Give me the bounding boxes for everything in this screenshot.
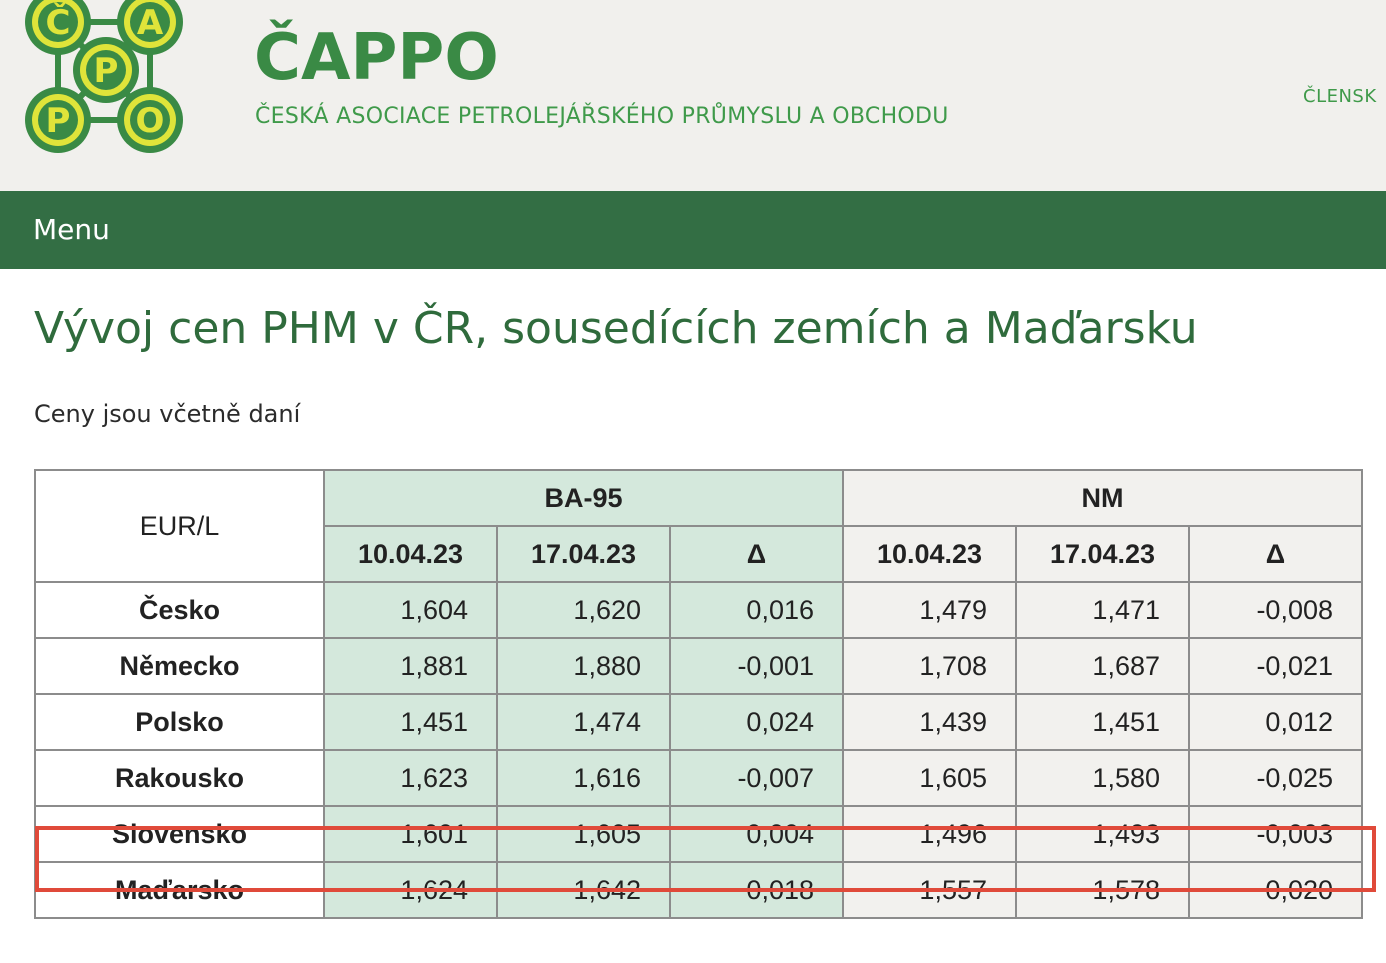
table-row	[35, 638, 1362, 694]
table-cell: 1,493	[1016, 806, 1189, 862]
fuel-price-table	[34, 469, 1363, 919]
country-cell: Německo	[35, 638, 324, 694]
country-cell: Slovensko	[35, 806, 324, 862]
table-cell: 0,016	[670, 582, 843, 638]
table-cell: 0,018	[670, 862, 843, 918]
table-row	[35, 750, 1362, 806]
column-header: 17.04.23	[497, 526, 670, 582]
table-cell: 1,624	[324, 862, 497, 918]
table-cell: 1,474	[497, 694, 670, 750]
logo-letter-p: P	[45, 101, 71, 141]
price-note: Ceny jsou včetně daní	[34, 400, 301, 428]
country-cell: Polsko	[35, 694, 324, 750]
table-cell: 1,496	[843, 806, 1016, 862]
table-cell: 1,620	[497, 582, 670, 638]
brand-subtitle: ČESKÁ ASOCIACE PETROLEJÁŘSKÉHO PRŮMYSLU A OBCHODU	[255, 104, 949, 129]
table-cell: -0,003	[1189, 806, 1362, 862]
page-title: Vývoj cen PHM v ČR, sousedících zemích a Maďarsku	[34, 303, 1198, 354]
column-header: 10.04.23	[324, 526, 497, 582]
country-cell: Rakousko	[35, 750, 324, 806]
table-cell: 1,880	[497, 638, 670, 694]
table-cell: 1,687	[1016, 638, 1189, 694]
table-cell: 1,601	[324, 806, 497, 862]
table-cell: 0,012	[1189, 694, 1362, 750]
table-cell: 1,578	[1016, 862, 1189, 918]
table-cell: 1,623	[324, 750, 497, 806]
table-cell: 1,580	[1016, 750, 1189, 806]
column-header: 17.04.23	[1016, 526, 1189, 582]
site-header	[0, 0, 1386, 191]
logo-letter-o: O	[135, 101, 165, 141]
table-cell: 1,479	[843, 582, 1016, 638]
table-cell: -0,025	[1189, 750, 1362, 806]
table-cell: 1,708	[843, 638, 1016, 694]
table-row	[35, 862, 1362, 918]
table-cell: 1,439	[843, 694, 1016, 750]
table-cell: 1,605	[497, 806, 670, 862]
table-cell: -0,007	[670, 750, 843, 806]
table-cell: 1,557	[843, 862, 1016, 918]
table-cell: 1,471	[1016, 582, 1189, 638]
logo-letter-p-center: P	[93, 51, 119, 91]
table-row-highlighted	[35, 806, 1362, 862]
column-header: Δ	[1189, 526, 1362, 582]
table-cell: 1,451	[1016, 694, 1189, 750]
table-cell: -0,008	[1189, 582, 1362, 638]
group-header-nm: NM	[843, 470, 1362, 526]
table-group-header-row	[35, 470, 1362, 526]
table-row	[35, 582, 1362, 638]
group-header-ba95: BA-95	[324, 470, 843, 526]
column-header: Δ	[670, 526, 843, 582]
main-navbar	[0, 191, 1386, 269]
table-cell: 0,004	[670, 806, 843, 862]
table-cell: 1,881	[324, 638, 497, 694]
table-cell: 1,616	[497, 750, 670, 806]
table-cell: -0,021	[1189, 638, 1362, 694]
table-cell: 1,642	[497, 862, 670, 918]
nav-link-members[interactable]: ČLENSK	[1303, 86, 1377, 107]
table-cell: 1,451	[324, 694, 497, 750]
table-cell: -0,001	[670, 638, 843, 694]
menu-button[interactable]: Menu	[33, 213, 110, 246]
table-row	[35, 694, 1362, 750]
logo-letter-c: Č	[45, 3, 71, 43]
country-cell: Česko	[35, 582, 324, 638]
table-cell: 1,605	[843, 750, 1016, 806]
column-header: 10.04.23	[843, 526, 1016, 582]
cappo-logo[interactable]	[0, 0, 200, 170]
brand-title[interactable]: ČAPPO	[254, 21, 499, 95]
country-cell: Maďarsko	[35, 862, 324, 918]
logo-letter-a: A	[136, 3, 164, 43]
table-cell: 0,024	[670, 694, 843, 750]
table-cell: 0,020	[1189, 862, 1362, 918]
table-cell: 1,604	[324, 582, 497, 638]
unit-header: EUR/L	[35, 470, 324, 582]
